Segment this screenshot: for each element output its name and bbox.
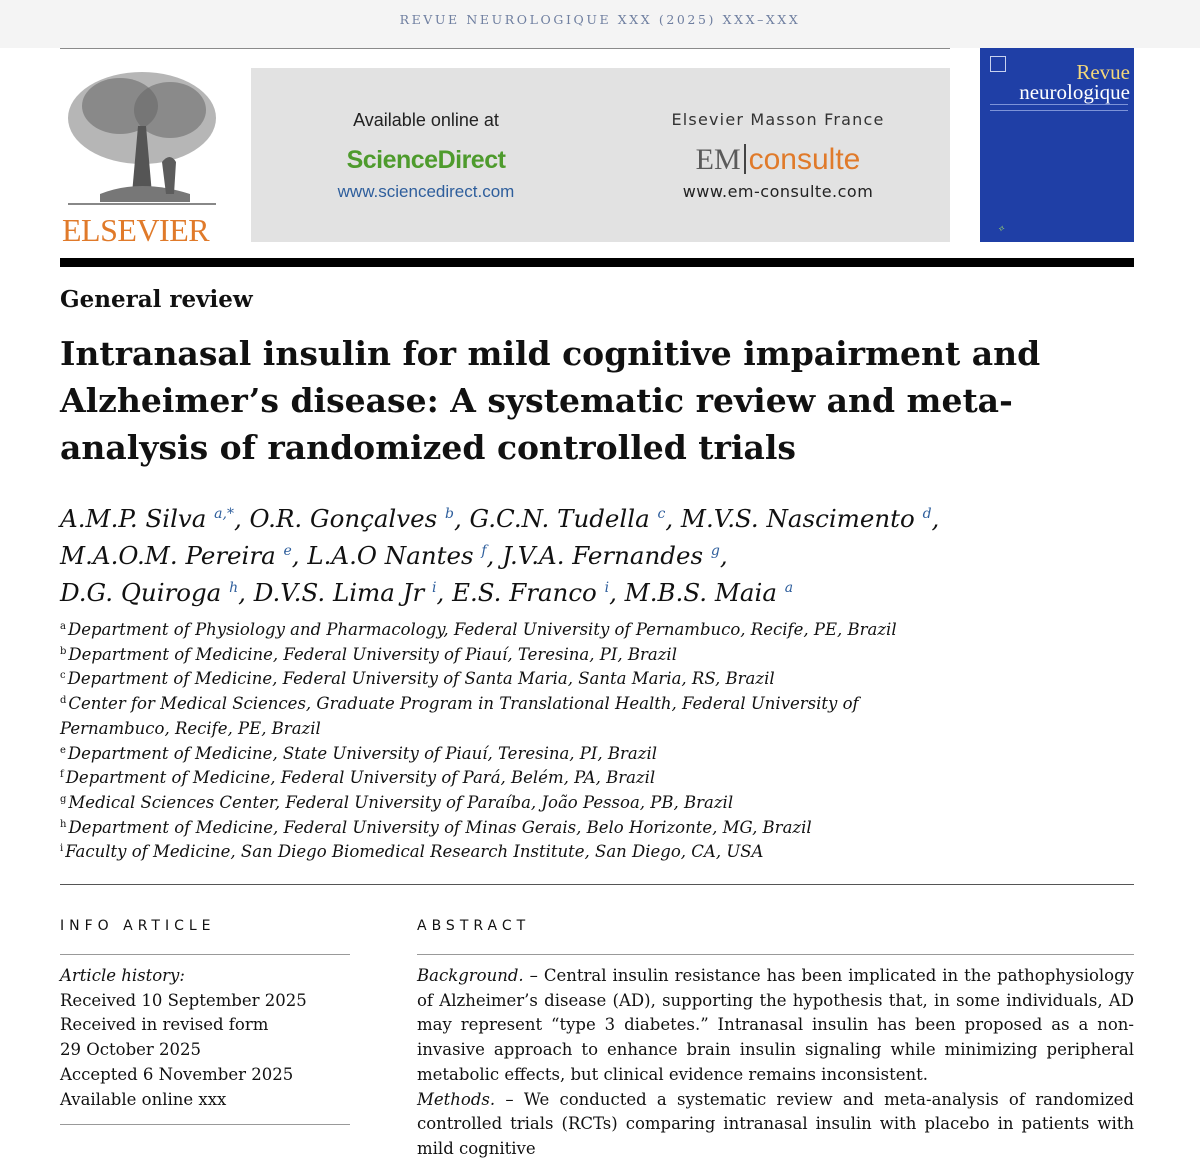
author-affiliation-marker[interactable]: b (444, 506, 454, 522)
author-separator: , (436, 578, 453, 607)
author-separator: , (238, 578, 254, 607)
article-section: General review (60, 286, 253, 313)
history-label: Article history: (60, 966, 185, 985)
author-name[interactable]: M.A.O.M. Pereira (60, 541, 276, 570)
author-separator: , (291, 541, 308, 570)
author-affiliation-marker[interactable]: i (432, 580, 437, 596)
history-received: Received 10 September 2025 (60, 990, 307, 1010)
author-name[interactable]: O.R. Gonçalves (249, 504, 438, 533)
abstract-heading: ABSTRACT (417, 918, 531, 934)
affiliation-text: Department of Medicine, Federal University of Pará, Belém, PA, Brazil (65, 768, 656, 788)
affiliation-text: Faculty of Medicine, San Diego Biomedical Research Institute, San Diego, CA, USA (65, 842, 764, 862)
article-history (60, 964, 307, 1112)
author-separator: , (609, 578, 625, 607)
header-rule (60, 48, 950, 49)
author-affiliation-marker[interactable]: f (481, 543, 487, 559)
journal-cover (980, 48, 1134, 242)
affiliation-item (60, 840, 960, 865)
cover-subtitle-rule (990, 104, 1128, 111)
author-affiliation-marker[interactable]: e (283, 543, 292, 559)
history-accepted: Accepted 6 November 2025 (60, 1064, 294, 1084)
affiliation-text: Department of Medicine, Federal University of Minas Gerais, Belo Horizonte, MG, Brazil (68, 817, 812, 837)
author-name[interactable]: J.V.A. Fernandes (502, 541, 704, 570)
affiliation-text: Department of Medicine, State University of Piauí, Teresina, PI, Brazil (67, 743, 658, 763)
affiliation-text: Department of Medicine, Federal University of Piauí, Teresina, PI, Brazil (68, 644, 677, 664)
availability-banner (251, 68, 950, 242)
author-name[interactable]: M.B.S. Maia (624, 578, 777, 607)
elsevier-tree-icon (60, 66, 220, 212)
abstract-methods-label: Methods. (417, 1089, 496, 1109)
author-affiliation-marker[interactable]: a (784, 580, 794, 596)
abstract-methods-text: – We conducted a systematic review and meta-analysis of randomized controlled trials (RCTs) comparing intranasal insulin with placebo in patients with mild cognitive (417, 1089, 1134, 1158)
affiliation-key: e (60, 744, 66, 756)
cover-title (990, 62, 1130, 102)
sciencedirect-link[interactable]: www.sciencedirect.com (337, 182, 515, 201)
affiliation-text: Medical Sciences Center, Federal University of Paraíba, João Pessoa, PB, Brazil (68, 792, 734, 812)
author-name[interactable]: E.S. Franco (452, 578, 597, 607)
author-separator: , (486, 541, 503, 570)
affiliation-item (60, 791, 960, 816)
em-logo-consulte: consulte (748, 143, 861, 176)
em-publisher-label: Elsevier Masson France (671, 110, 885, 129)
history-online: Available online xxx (60, 1089, 227, 1109)
affiliation-key: d (60, 695, 67, 707)
affiliation-item (60, 643, 960, 668)
available-online-label: Available online at (353, 110, 499, 130)
author-affiliation-marker[interactable]: d (922, 506, 932, 522)
cover-title-line2: neurologique (1019, 80, 1130, 104)
affiliation-text: Department of Medicine, Federal University of Santa Maria, Santa Maria, RS, Brazil (67, 669, 775, 689)
affiliation-key: a (60, 621, 66, 632)
affiliation-item (60, 618, 960, 643)
author-name[interactable]: G.C.N. Tudella (469, 504, 650, 533)
author-list (60, 500, 1160, 611)
affiliation-key: i (60, 843, 64, 855)
author-name[interactable]: D.G. Quiroga (60, 578, 222, 607)
author-separator: , (931, 504, 940, 533)
affiliation-list (60, 618, 960, 865)
em-consulte-logo (606, 142, 950, 177)
author-separator: , (719, 541, 728, 570)
running-head: REVUE NEUROLOGIQUE XXX (2025) XXX–XXX (399, 12, 801, 27)
affiliation-item (60, 742, 960, 767)
author-separator: , (665, 504, 681, 533)
author-affiliation-marker[interactable]: g (710, 543, 720, 559)
cover-title-line1: Revue (1076, 60, 1130, 84)
author-separator: , (233, 504, 250, 533)
history-revised-line1: Received in revised form (60, 1015, 269, 1035)
elsevier-wordmark: ELSEVIER (62, 212, 210, 248)
sciencedirect-logo: ScienceDirect (346, 146, 506, 174)
affiliation-key: g (60, 793, 67, 805)
info-article-rule (60, 954, 350, 955)
author-affiliation-marker[interactable]: a,* (214, 506, 234, 522)
author-name[interactable]: A.M.P. Silva (60, 504, 207, 533)
affiliation-text: Center for Medical Sciences, Graduate Program in Translational Health, Federal University of Pernambuco, Recife, PE, Brazil (60, 694, 859, 738)
article-title: Intranasal insulin for mild cognitive impairment and Alzheimer’s disease: A systematic review and meta-analysis of randomized controlled trials (60, 334, 1041, 467)
cover-footer-logo-icon: ⟡ (998, 224, 1004, 234)
info-article-heading: INFO ARTICLE (60, 918, 216, 934)
affiliation-key: h (60, 818, 67, 830)
author-name[interactable]: L.A.O Nantes (307, 541, 474, 570)
affiliation-item (60, 667, 960, 692)
author-affiliation-marker[interactable]: c (657, 506, 666, 522)
affiliation-text: Department of Physiology and Pharmacology, Federal University of Pernambuco, Recife, PE, Brazil (67, 620, 897, 639)
affiliation-item (60, 816, 960, 841)
affiliation-key: c (60, 670, 66, 682)
abstract-background-text: – Central insulin resistance has been implicated in the pathophysiology of Alzheimer’s disease (AD), supporting the hypothesis that, in some individuals, AD may represent “type 3 diabetes.” Intranasal insulin has been proposed as a non-invasive approach to enhance brain insulin signaling while minimizing peripheral metabolic effects, but clinical evidence remains inconsistent. (417, 966, 1134, 1084)
author-affiliation-marker[interactable]: h (229, 580, 239, 596)
author-name[interactable]: M.V.S. Nascimento (680, 504, 915, 533)
abstract-methods (417, 1088, 1134, 1162)
masthead-rule (60, 258, 1134, 267)
em-logo-em: EM (695, 143, 741, 176)
em-logo-divider (744, 144, 746, 174)
abstract-rule (417, 954, 1134, 955)
section-rule (60, 884, 1134, 885)
elsevier-logo (60, 66, 220, 246)
affiliation-key: b (60, 645, 67, 657)
abstract-background (417, 964, 1134, 1088)
affiliation-key: f (60, 769, 64, 781)
history-revised-line2: 29 October 2025 (60, 1040, 202, 1060)
affiliation-item (60, 692, 960, 741)
author-affiliation-marker[interactable]: i (604, 580, 610, 596)
abstract-background-label: Background. (417, 966, 524, 985)
em-consulte-link[interactable]: www.em-consulte.com (682, 182, 874, 201)
info-article-bottom-rule (60, 1124, 350, 1125)
author-separator: , (453, 504, 470, 533)
author-name[interactable]: D.V.S. Lima Jr (253, 578, 425, 607)
affiliation-item (60, 766, 960, 791)
